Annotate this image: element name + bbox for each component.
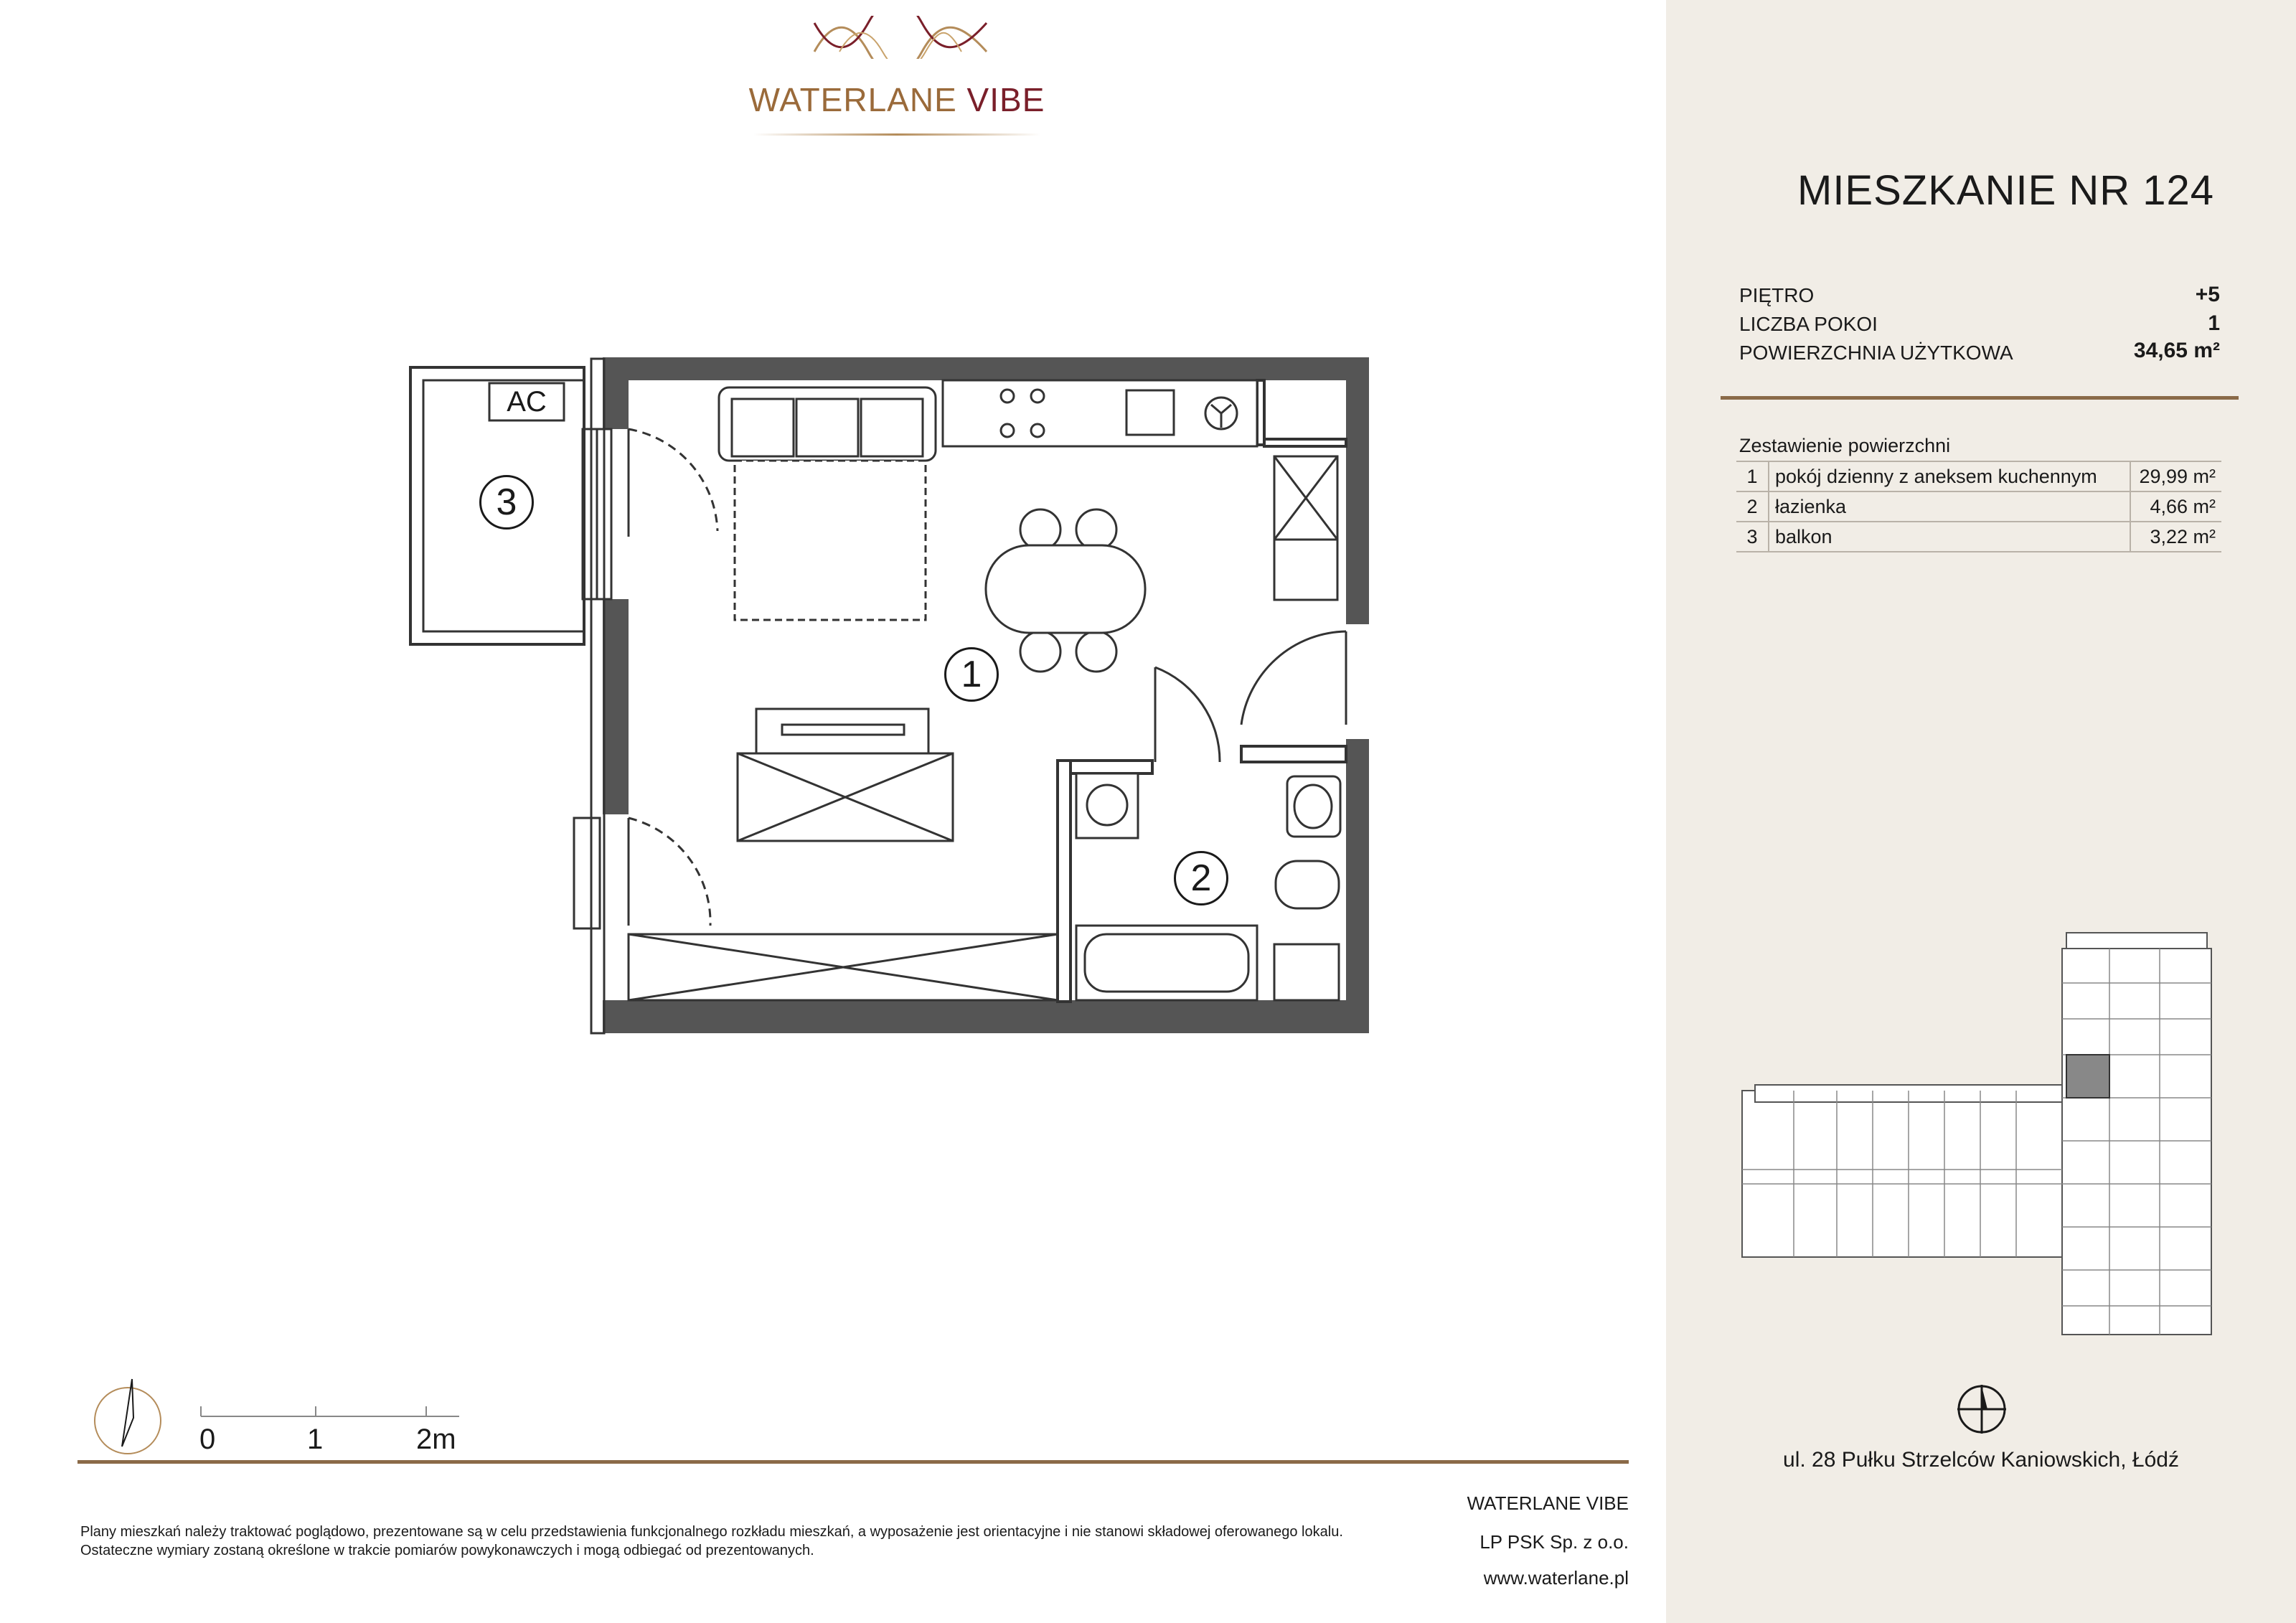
row-area: 3,22 m² [2130,522,2221,552]
row-num: 1 [1736,461,1769,491]
room-label-2: 2 [1174,851,1228,905]
info-value-rooms: 1 [2208,311,2220,335]
ac-label: AC [507,386,547,418]
info-label-rooms: LICZBA POKOI [1739,313,1878,335]
summary-heading: Zestawienie powierzchni [1739,435,1951,456]
scale-label-1: 1 [307,1424,324,1455]
footer-rule [77,1460,1629,1464]
info-label-floor: PIĘTRO [1739,284,1815,306]
row-area: 29,99 m² [2130,461,2221,491]
row-area: 4,66 m² [2130,491,2221,522]
row-name: łazienka [1769,491,2130,522]
brand-name: WATERLANE VIBE [748,81,1045,118]
info-panel [1666,0,2296,1623]
building-key-plan [1736,926,2217,1342]
highlighted-unit [2066,1055,2109,1098]
row-num: 3 [1736,522,1769,552]
row-num: 2 [1736,491,1769,522]
address: ul. 28 Pułku Strzelców Kaniowskich, Łódź [1783,1448,2179,1472]
info-value-floor: +5 [2195,283,2220,306]
table-row [1736,522,2221,552]
floor-plan [402,344,1392,1048]
room-label-1: 1 [944,647,999,702]
brand-underline [753,133,1040,136]
scale-label-0: 0 [199,1424,216,1455]
table-row [1736,491,2221,522]
apartment-title: MIESZKANIE NR 124 [1797,167,2215,214]
tv-unit [738,709,953,841]
dining-table [986,509,1145,672]
scale-label-2m: 2m [416,1424,456,1455]
row-name: balkon [1769,522,2130,552]
panel-rule [1721,396,2239,400]
row-name: pokój dzienny z aneksem kuchennym [1769,461,2130,491]
info-label-area: POWIERZCHNIA UŻYTKOWA [1739,342,2013,364]
area-summary-table [1736,461,2221,552]
room-label-3: 3 [479,475,534,530]
logo-waves-icon [811,16,990,59]
table-row [1736,461,2221,491]
disclaimer [80,1523,1444,1560]
footer-website[interactable]: www.waterlane.pl [1483,1567,1629,1589]
disclaimer-line2: Ostateczne wymiary zostaną określone w trakcie pomiarów powykonawczych i mogą odbiegać od prezentowanych. [80,1543,814,1558]
footer-company: LP PSK Sp. z o.o. [1479,1531,1629,1553]
footer-brand: WATERLANE VIBE [1467,1492,1629,1514]
north-arrow-icon [90,1375,169,1461]
compass-icon [1954,1382,2009,1436]
wardrobe [629,934,1058,1000]
disclaimer-line1: Plany mieszkań należy traktować poglądowo, prezentowane są w celu przedstawienia funkcjonalnego rozkładu mieszkań, a wyposażenie jest orientacyjne i nie stanowi składowej oferowanego lokalu. [80,1524,1343,1540]
info-value-area: 34,65 m² [2133,339,2220,362]
sofa [719,387,936,620]
